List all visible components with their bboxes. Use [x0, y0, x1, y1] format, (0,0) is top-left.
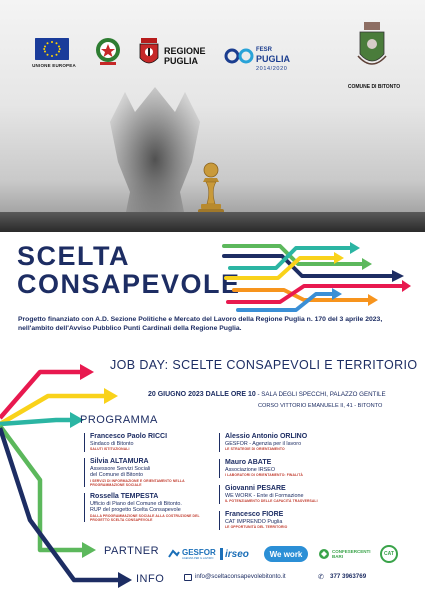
speaker-name: Francesco Paolo RICCI: [90, 433, 168, 440]
speaker-block: [219, 433, 339, 452]
confesercenti-subtitle: BARI: [332, 554, 343, 559]
speaker-name: Giovanni PESARE: [225, 485, 286, 492]
speaker-topic: DALLA PROGRAMMAZIONE SOCIALE ALLA COSTRUZIONE DEL PROGETTO SCELTA CONSAPEVOLE: [90, 513, 200, 523]
speaker-role: Associazione IRSEO: [225, 467, 276, 473]
confesercenti-mark-icon: [318, 548, 330, 560]
programma-heading: PROGRAMMA: [80, 414, 158, 426]
eu-label: UNIONE EUROPEA: [32, 63, 76, 68]
project-title-line1: SCELTA: [17, 241, 130, 271]
speaker-name: Francesco FIORE: [225, 511, 284, 518]
gesfor-subtitle: AGENZIA PER IL LAVORO: [182, 556, 214, 560]
event-place: - SALA DEGLI SPECCHI, PALAZZO GENTILE: [255, 391, 386, 398]
speaker-role: RUP del progetto Scelta Consapevole: [90, 507, 181, 514]
event-date-place: [148, 391, 386, 398]
hero-image: [0, 0, 425, 232]
speaker-topic: IL POTENZIAMENTO DELLE CAPACITÀ TRASVERSALI: [225, 499, 318, 504]
partner-logo-cat: [380, 543, 398, 565]
eu-flag-icon: [35, 38, 69, 60]
speaker-topic: LE STRATEGIE DI ORIENTAMENTO: [225, 447, 285, 452]
project-intro: Progetto finanziato con A.D. Sezione Politiche e Mercato del Lavoro della Regione Puglia n. 170 del 3 aprile 2023, nell'ambito dell'Avviso Pubblico Punti Cardinali della Regione Puglia.: [18, 316, 383, 332]
wework-name: We work: [269, 549, 303, 559]
speaker-name: Alessio Antonio ORLINO: [225, 433, 308, 440]
fesr-logo-icon: [222, 46, 256, 68]
speaker-topic: LE OPPORTUNITÀ DEL TERRITORIO: [225, 525, 288, 530]
speaker-role: Sindaco di Bitonto: [90, 441, 134, 447]
event-title: JOB DAY: SCELTE CONSAPEVOLI E TERRITORIO: [110, 358, 418, 372]
partner-logo-irseo: [220, 543, 249, 565]
project-title-line2: CONSAPEVOLE: [17, 269, 241, 299]
comune-bitonto-emblem-icon: [356, 20, 388, 72]
speaker-topic: SALUTI ISTITUZIONALI: [90, 447, 130, 452]
speaker-block: [219, 485, 339, 504]
chessboard-floor: [0, 212, 425, 232]
speaker-block: [84, 433, 194, 452]
partner-logo-wework: [264, 543, 308, 565]
fesr-logo-text: FESR PUGLIA: [256, 47, 291, 64]
info-email[interactable]: info@sceltaconsapevolebitonto.it: [195, 573, 286, 580]
speaker-role: CAT IMPRENDO Puglia: [225, 519, 283, 525]
speaker-topic: I SERVIZI DI INFORMAZIONE E ORIENTAMENTO NELLA PROGRAMMAZIONE SOCIALE: [90, 478, 185, 488]
mail-icon: [184, 574, 192, 581]
speaker-name: Rossella TEMPESTA: [90, 493, 159, 500]
regione-puglia-emblem-icon: [138, 38, 160, 68]
event-date-time: 20 GIUGNO 2023 DALLE ORE 10: [148, 391, 256, 398]
speaker-block: [84, 458, 194, 487]
partner-logo-gesfor: [168, 543, 216, 565]
speaker-name: Mauro ABATE: [225, 459, 272, 466]
phone-icon: ✆: [318, 574, 324, 581]
irseo-name: irseo: [225, 548, 249, 560]
cat-name: CAT: [384, 551, 394, 557]
speaker-role: WE WORK - Ente di Formazione: [225, 493, 304, 499]
speaker-role: Assessore Servizi Sociali: [90, 466, 151, 472]
speaker-block: [219, 511, 339, 530]
gesfor-name: GESFOR: [182, 547, 216, 557]
decorative-arrows-top: [222, 238, 412, 314]
speaker-topic: I LABORATORI DI ORIENTAMENTO: FINALITÀ: [225, 473, 303, 478]
partner-logo-confesercenti: [318, 543, 371, 565]
comune-bitonto-label: COMUNE DI BITONTO: [347, 84, 401, 90]
regione-puglia-logo-text: REGIONE PUGLIA: [164, 46, 206, 66]
speaker-role: Ufficio di Piano del Comune di Bitonto.: [90, 501, 182, 507]
speaker-block: [84, 493, 204, 522]
partner-heading: PARTNER: [104, 545, 160, 557]
fesr-years: 2014/2020: [256, 66, 288, 72]
italian-republic-emblem-icon: [94, 36, 122, 66]
info-heading: INFO: [136, 573, 165, 585]
speaker-role: GESFOR - Agenzia per il lavoro: [225, 441, 302, 447]
confesercenti-name: CONFESERCENTI: [332, 549, 371, 554]
info-phone[interactable]: 377 3963769: [330, 573, 367, 580]
speaker-block: [219, 459, 339, 478]
gesfor-mark-icon: [168, 548, 180, 560]
speaker-role: del Comune di Bitonto: [90, 472, 144, 479]
event-address: CORSO VITTORIO EMANUELE II, 41 - BITONTO: [258, 403, 383, 409]
speaker-name: Silvia ALTAMURA: [90, 458, 149, 465]
